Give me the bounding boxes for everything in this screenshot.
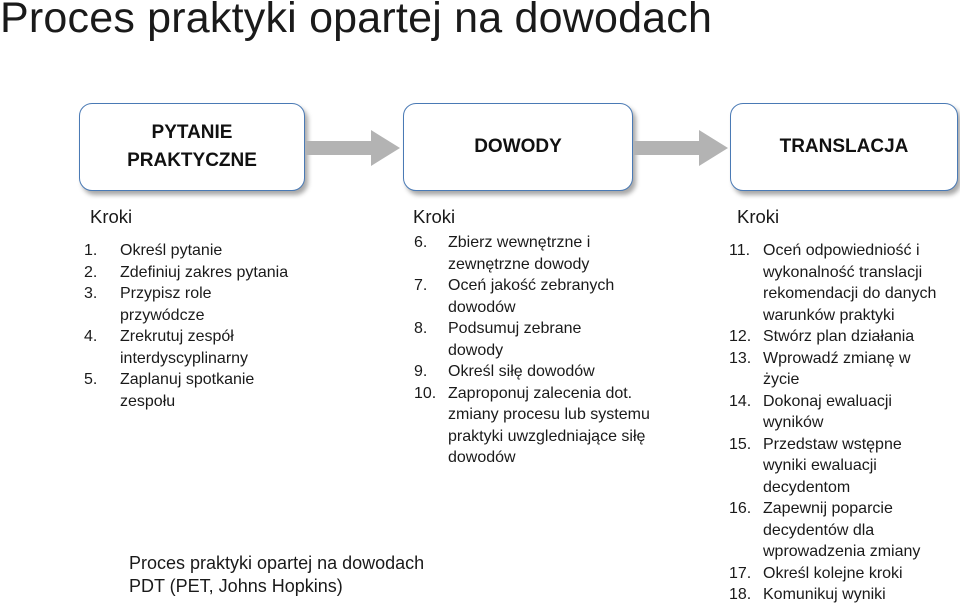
step-number: 8.	[414, 320, 428, 337]
step-number: 17.	[729, 564, 752, 582]
box-translacja	[730, 103, 958, 191]
step-number: 3.	[84, 285, 98, 302]
step-number: 12.	[729, 328, 752, 345]
list-item	[414, 232, 664, 275]
list-item	[414, 383, 664, 469]
step-number: 13.	[729, 349, 752, 367]
step-text: Zdefiniuj zakres pytania	[120, 263, 289, 281]
step-text: Przedstaw wstępne wyniki ewaluacji decydentom	[763, 435, 902, 496]
step-number: 4.	[84, 328, 98, 345]
source-caption	[129, 552, 424, 598]
step-text: Oceń odpowiedniość i wykonalność translacji rekomendacji do danych warunków praktyki	[763, 242, 937, 324]
steps-list-pytanie	[84, 240, 314, 412]
list-item	[729, 391, 959, 434]
box-pytanie-praktyczne	[79, 103, 305, 191]
step-text: Przypisz role przywódcze	[120, 285, 212, 324]
step-number: 7.	[414, 277, 428, 294]
box-dowody	[403, 103, 633, 191]
box-translacja-label: TRANSLACJA	[779, 136, 909, 157]
page-title: Proces praktyki opartej na dowodach	[0, 0, 713, 42]
step-number: 9.	[414, 363, 428, 380]
step-number: 14.	[729, 392, 752, 410]
step-text: Oceń jakość zebranych dowodów	[448, 277, 615, 316]
step-text: Zapewnij poparcie decydentów dla wprowadzenia zmiany	[763, 500, 921, 560]
list-item	[84, 283, 314, 326]
step-number: 2.	[84, 263, 98, 281]
arrow-right-icon	[305, 128, 401, 168]
step-text: Określ kolejne kroki	[763, 564, 903, 582]
step-text: Zaplanuj spotkanie zespołu	[120, 371, 255, 410]
step-text: Zbierz wewnętrzne i zewnętrzne dowody	[448, 234, 591, 273]
source-line-1: Proces praktyki opartej na dowodach	[129, 553, 425, 573]
source-line-2: PDT (PET, Johns Hopkins)	[129, 576, 343, 596]
arrow-right-icon	[633, 128, 729, 168]
step-text: Dokonaj ewaluacji wyników	[763, 392, 892, 431]
list-item	[729, 498, 959, 563]
box-dowody-label: DOWODY	[474, 136, 562, 157]
list-item	[729, 434, 959, 499]
step-text: Określ siłę dowodów	[448, 363, 595, 380]
list-item	[84, 262, 314, 284]
list-item	[729, 348, 959, 391]
step-text: Zrekrutuj zespół interdyscyplinarny	[120, 328, 249, 367]
step-number: 15.	[729, 435, 752, 453]
list-item	[84, 369, 314, 412]
step-number: 1.	[84, 242, 98, 259]
list-item	[729, 326, 959, 348]
step-number: 16.	[729, 500, 752, 517]
steps-list-dowody	[414, 232, 664, 469]
steps-label-col3: Kroki	[737, 206, 780, 227]
step-text: Wprowadź zmianę w życie	[763, 349, 911, 388]
step-number: 6.	[414, 234, 428, 251]
list-item	[414, 318, 664, 361]
list-item	[729, 563, 959, 585]
list-item	[414, 275, 664, 318]
step-number: 10.	[414, 384, 437, 402]
step-text: Określ pytanie	[120, 242, 223, 259]
list-item	[84, 326, 314, 369]
step-text: Stwórz plan działania	[763, 328, 915, 345]
list-item	[414, 361, 664, 383]
step-number: 18.	[729, 586, 752, 603]
list-item	[729, 240, 959, 326]
steps-list-translacja	[729, 240, 959, 606]
step-text: Zaproponuj zalecenia dot. zmiany procesu lub systemu praktyki uwzgledniające siłę dowodów	[448, 384, 650, 466]
step-number: 11.	[729, 242, 751, 259]
step-text: Komunikuj wyniki	[763, 586, 886, 603]
list-item	[729, 584, 959, 606]
steps-label-col2: Kroki	[413, 206, 456, 227]
box-pytanie-label: PYTANIE PRAKTYCZNE	[127, 122, 257, 171]
step-number: 5.	[84, 371, 98, 388]
step-text: Podsumuj zebrane dowody	[448, 320, 582, 359]
steps-label-col1: Kroki	[90, 206, 133, 227]
list-item	[84, 240, 314, 262]
